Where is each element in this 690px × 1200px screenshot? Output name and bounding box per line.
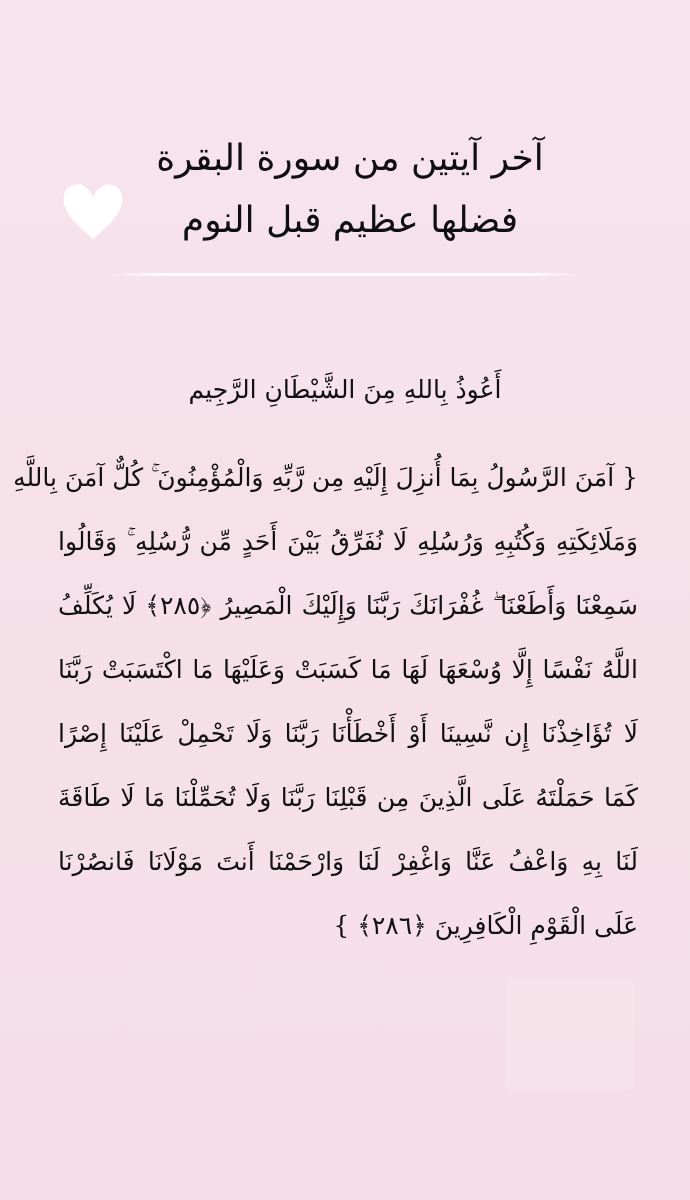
verses-block	[13, 446, 638, 958]
verse-line: كَمَا حَمَلْتَهُ عَلَى الَّذِينَ مِن قَبْلِنَا رَبَّنَا وَلَا تُحَمِّلْنَا مَا لَا طَاقَةَ	[58, 783, 638, 812]
title-line-1: آخر آيتين من سورة البقرة	[156, 138, 544, 179]
verse-line: { آمَنَ الرَّسُولُ بِمَا أُنزِلَ إِلَيْهِ مِن رَّبِّهِ وَالْمُؤْمِنُونَ ۚ كُلٌّ آمَنَ بِاللَّهِ	[13, 463, 638, 492]
istiadha-text: أَعُوذُ بِاللهِ مِنَ الشَّيْطَانِ الرَّجِيم	[188, 375, 502, 404]
verse-line: سَمِعْنَا وَأَطَعْنَا ۖ غُفْرَانَكَ رَبَّنَا وَإِلَيْكَ الْمَصِيرُ ﴿٢٨٥﴾ لَا يُكَلِّفُ	[58, 591, 638, 620]
background-highlight	[505, 980, 635, 1090]
title-line-2: فضلها عظيم قبل النوم	[181, 200, 519, 241]
verse-line: لَا تُؤَاخِذْنَا إِن نَّسِينَا أَوْ أَخْطَأْنَا رَبَّنَا وَلَا تَحْمِلْ عَلَيْنَا إِصْرًا	[58, 719, 638, 748]
verse-line: وَمَلَائِكَتِهِ وَكُتُبِهِ وَرُسُلِهِ لَا نُفَرِّقُ بَيْنَ أَحَدٍ مِّن رُّسُلِهِ ۚ وَقَالُوا	[58, 527, 638, 556]
verse-line: لَنَا بِهِ وَاعْفُ عَنَّا وَاغْفِرْ لَنَا وَارْحَمْنَا أَنتَ مَوْلَانَا فَانصُرْنَا	[58, 847, 638, 876]
verse-line: اللَّهُ نَفْسًا إِلَّا وُسْعَهَا لَهَا مَا كَسَبَتْ وَعَلَيْهَا مَا اكْتَسَبَتْ رَبَّنَا	[58, 655, 638, 684]
verse-line: عَلَى الْقَوْمِ الْكَافِرِينَ ﴿٢٨٦﴾ }	[333, 911, 638, 940]
page-title	[120, 128, 580, 252]
heart-icon	[58, 178, 128, 248]
title-divider	[110, 273, 580, 276]
